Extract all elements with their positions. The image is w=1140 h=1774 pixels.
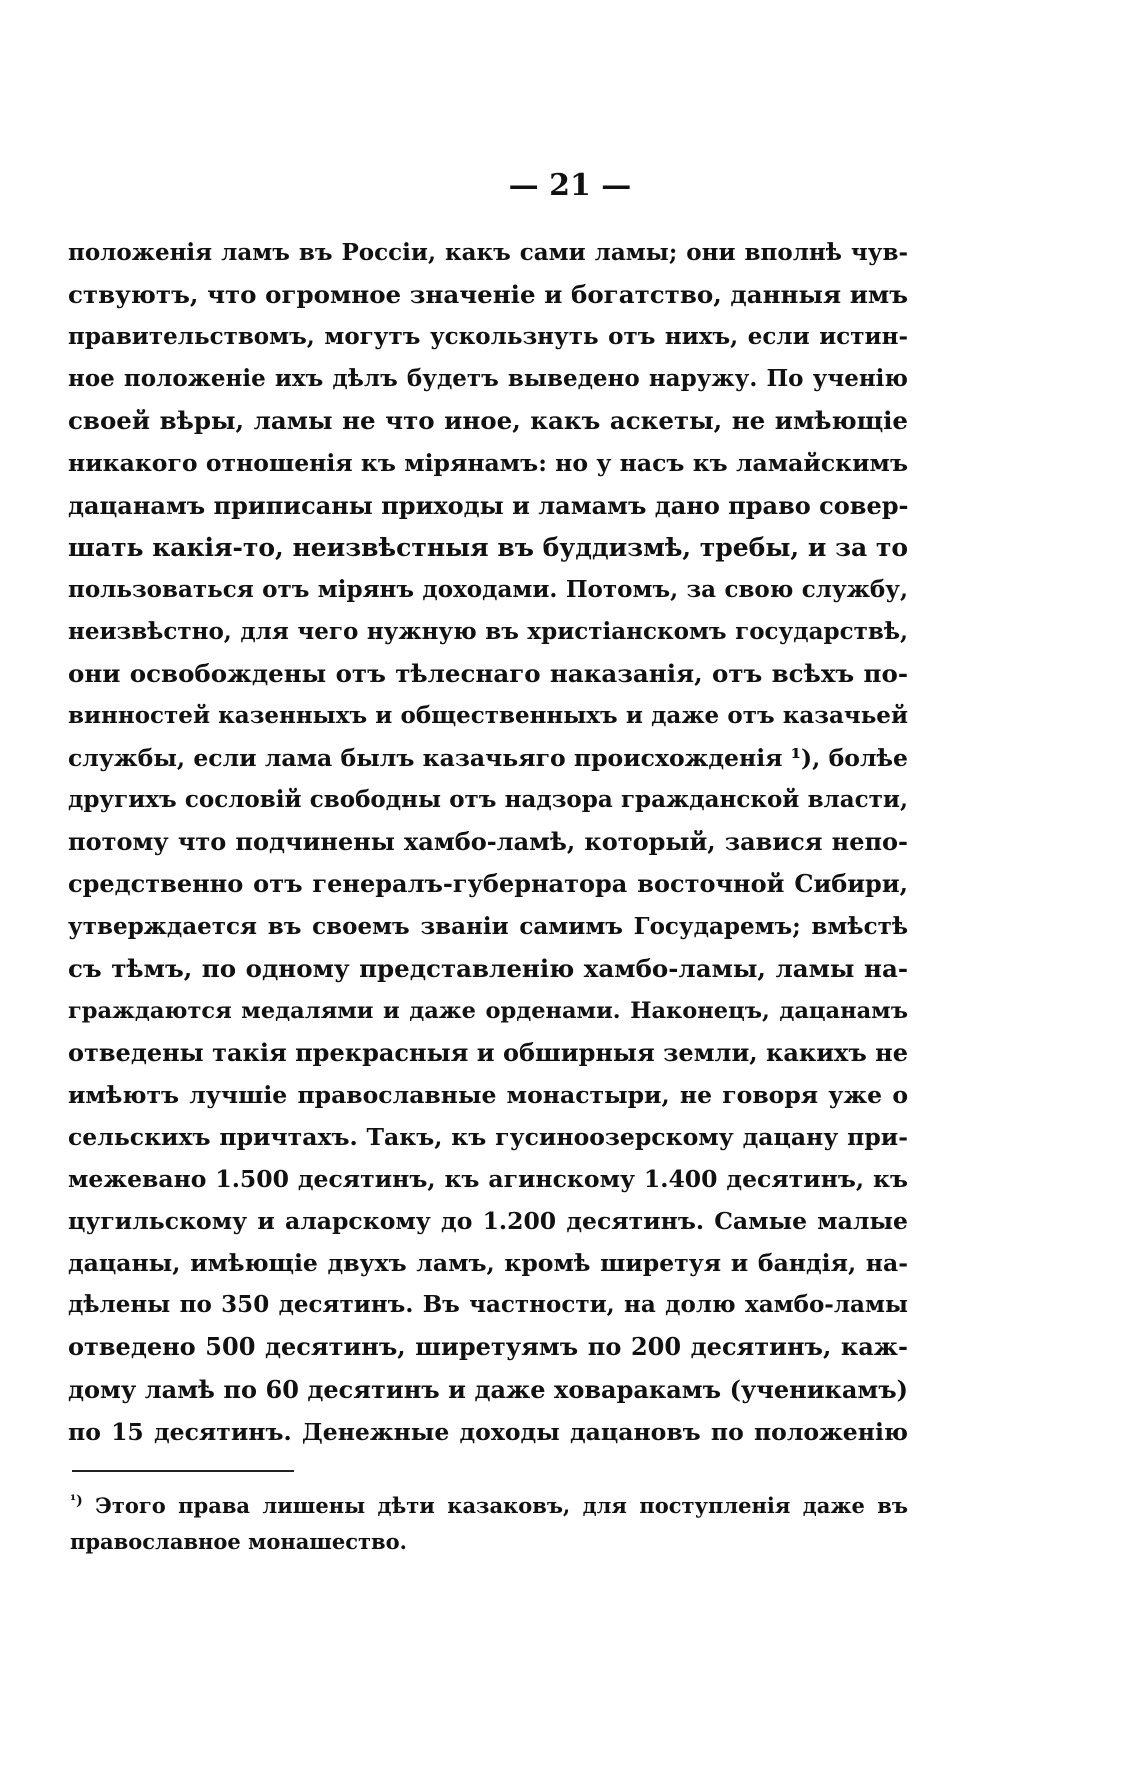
text-line: утверждается въ своемъ званіи самимъ Государемъ; вмѣстѣ [68, 912, 908, 940]
page-number: — 21 — [508, 168, 632, 203]
footnote-line [70, 1488, 908, 1524]
text-line: ствуютъ, что огромное значеніе и богатство, данныя имъ [68, 280, 908, 310]
footnote-line: православное монашество. [70, 1529, 407, 1554]
text-line: потому что подчинены хамбо-ламѣ, который, завися непо- [68, 827, 908, 857]
text-line: имѣютъ лучшіе православные монастыри, не говоря уже о [68, 1080, 908, 1109]
text-line: неизвѣстно, для чего нужную въ христіанскомъ государствѣ, [68, 617, 908, 645]
text-line: межевано 1.500 десятинъ, къ агинскому 1.400 десятинъ, къ [68, 1165, 908, 1194]
footnote-divider [72, 1470, 294, 1472]
footnotes [70, 1488, 908, 1560]
text-line: другихъ сословій свободны отъ надзора гражданской власти, [68, 786, 908, 814]
text-line: съ тѣмъ, по одному представленію хамбо-ламы, ламы на- [68, 953, 908, 983]
text-line: дому ламѣ по 60 десятинъ и даже ховаракамъ (ученикамъ) [68, 1374, 908, 1404]
text-line: средственно отъ генералъ-губернатора восточной Сибири, [68, 869, 908, 899]
text-line: отведено 500 десятинъ, ширетуямъ по 200 десятинъ, каж- [68, 1332, 908, 1362]
text-line: службы, если лама былъ казачьяго происхожденія ¹), болѣе [68, 744, 908, 773]
text-line: ное положеніе ихъ дѣлъ будетъ выведено наружу. По ученію [68, 365, 908, 393]
text-line: они освобождены отъ тѣлеснаго наказанія, отъ всѣхъ по- [68, 658, 908, 688]
text-line: дѣлены по 350 десятинъ. Въ частности, на долю хамбо-ламы [68, 1291, 908, 1319]
body-text [68, 232, 908, 1453]
text-line: сельскихъ причтахъ. Такъ, къ гусиноозерскому дацану при- [68, 1122, 908, 1151]
text-line: своей вѣры, ламы не что иное, какъ аскеты, не имѣющіе [68, 406, 908, 436]
text-line: по 15 десятинъ. Денежные доходы дацановъ по положенію [68, 1417, 908, 1446]
text-line: отведены такія прекрасныя и обширныя земли, какихъ не [68, 1037, 908, 1067]
text-line: правительствомъ, могутъ ускользнуть отъ нихъ, если истин- [68, 323, 908, 351]
footnote-text: Этого права лишены дѣти казаковъ, для поступленія даже въ [95, 1493, 908, 1518]
text-line: граждаются медалями и даже орденами. Наконецъ, дацанамъ [68, 997, 908, 1024]
text-line: винностей казенныхъ и общественныхъ и даже отъ казачьей [68, 702, 908, 730]
text-line: никакого отношенія къ мірянамъ: но у насъ къ ламайскимъ [68, 449, 908, 478]
text-line: положенія ламъ въ Россіи, какъ сами ламы; они вполнѣ чув- [68, 239, 908, 266]
footnote-marker: ¹) [70, 1493, 83, 1509]
text-line: дацаны, имѣющіе двухъ ламъ, кромѣ ширетуя и бандія, на- [68, 1249, 908, 1278]
text-line: цугильскому и аларскому до 1.200 десятинъ. Самые малые [68, 1207, 908, 1236]
text-line: дацанамъ приписаны приходы и ламамъ дано право совер- [68, 490, 908, 520]
text-line: шать какія-то, неизвѣстныя въ буддизмѣ, требы, и за то [68, 532, 908, 562]
text-line: пользоваться отъ мірянъ доходами. Потомъ, за свою службу, [68, 575, 908, 603]
